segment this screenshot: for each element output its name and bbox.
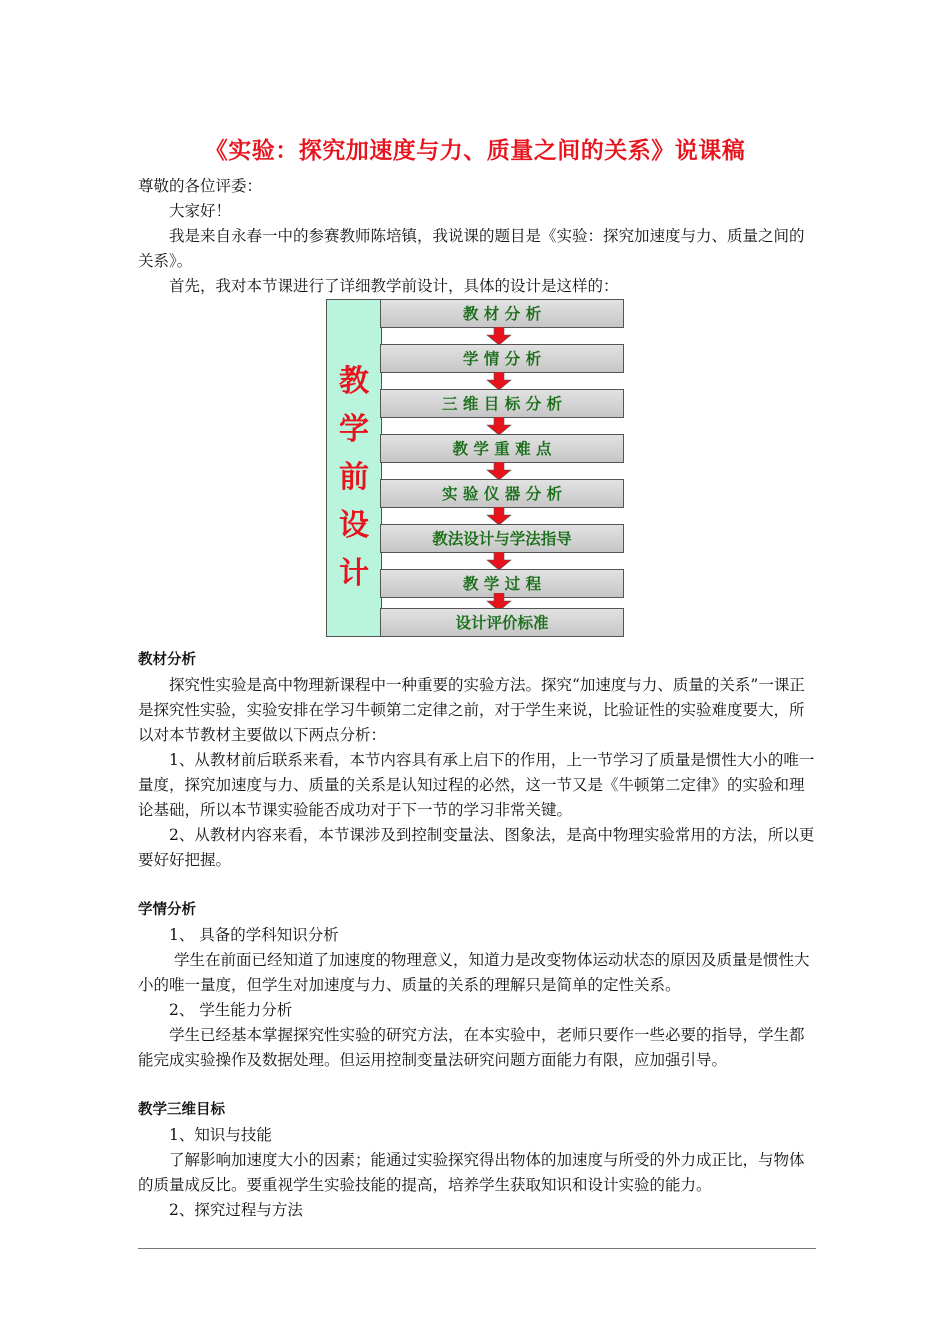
paragraph: 2、从教材内容来看，本节课涉及到控制变量法、图象法，是高中物理实验常用的方法，所以更要好好把握。: [138, 826, 815, 869]
side-char: 教: [339, 364, 369, 399]
side-char: 学: [339, 412, 369, 447]
flow-step-teaching-process: 教 学 过 程: [380, 569, 624, 598]
paragraph: 1、从教材前后联系来看，本节内容具有承上启下的作用，上一节学习了质量是惯性大小的唯一量度，探究加速度与力、质量的关系是认知过程的必然，这一节又是《牛顿第二定律》的实验和理论基础，所以本节课实验能否成功对于下一节的学习非常关键。: [138, 751, 815, 819]
section-heading: 教学三维目标: [138, 1102, 225, 1118]
document-title: 《实验：探究加速度与力、质量之间的关系》说课稿: [204, 138, 746, 164]
paragraph: 了解影响加速度大小的因素；能通过实验探究得出物体的加速度与所受的外力成正比，与物体的质量成反比。要重视学生实验技能的提高，培养学生获取知识和设计实验的能力。: [138, 1151, 805, 1194]
down-arrow-icon: [486, 462, 512, 480]
footer-divider: [138, 1248, 816, 1249]
down-arrow-icon: [486, 417, 512, 435]
flowchart-side-box: [326, 299, 382, 637]
flow-step-key-difficulties: 教 学 重 难 点: [380, 434, 624, 463]
down-arrow-icon: [486, 507, 512, 525]
down-arrow-icon: [486, 552, 512, 570]
greeting: 尊敬的各位评委：: [138, 177, 263, 195]
intro-block: [138, 174, 816, 299]
flow-step-equipment-analysis: 实 验 仪 器 分 析: [380, 479, 624, 508]
flowchart-side-label: [327, 358, 381, 598]
subheading: 2、探究过程与方法: [169, 1201, 303, 1219]
side-char: 前: [339, 460, 369, 495]
down-arrow-icon: [486, 327, 512, 345]
teaching-design-flowchart: [326, 299, 626, 637]
flow-step-method-design: 教法设计与学法指导: [380, 524, 624, 553]
intro-lead-paragraph: 首先，我对本节课进行了详细教学前设计，具体的设计是这样的：: [169, 277, 619, 295]
hello-line: 大家好！: [169, 202, 232, 220]
flow-step-three-dimensional-goals: 三 维 目 标 分 析: [380, 389, 624, 418]
paragraph: 学生在前面已经知道了加速度的物理意义，知道力是改变物体运动状态的原因及质量是惯性大小的唯一量度，但学生对加速度与力、质量的关系的理解只是简单的定性关系。: [138, 951, 810, 994]
intro-paragraph: 我是来自永春一中的参赛教师陈培镇，我说课的题目是《实验：探究加速度与力、质量之间的关系》。: [138, 227, 805, 270]
subheading: 2、 学生能力分析: [169, 1001, 293, 1019]
subheading: 1、知识与技能: [169, 1126, 272, 1144]
down-arrow-icon: [486, 372, 512, 390]
flow-step-textbook-analysis: 教 材 分 析: [380, 299, 624, 328]
section-heading: 学情分析: [138, 902, 196, 918]
subheading: 1、 具备的学科知识分析: [169, 926, 339, 944]
paragraph: 探究性实验是高中物理新课程中一种重要的实验方法。探究“加速度与力、质量的关系”一课正是探究性实验，实验安排在学习牛顿第二定律之前，对于学生来说，比验证性的实验难度要大，所以对本节教材主要做以下两点分析：: [138, 676, 805, 744]
flow-step-student-analysis: 学 情 分 析: [380, 344, 624, 373]
side-char: 设: [339, 508, 369, 543]
section-textbook-analysis: [138, 648, 816, 1223]
flow-step-evaluation-criteria: 设计评价标准: [380, 608, 624, 637]
side-char: 计: [339, 556, 369, 591]
section-heading: 教材分析: [138, 652, 196, 668]
paragraph: 学生已经基本掌握探究性实验的研究方法，在本实验中，老师只要作一些必要的指导，学生都能完成实验操作及数据处理。但运用控制变量法研究问题方面能力有限，应加强引导。: [138, 1026, 805, 1069]
